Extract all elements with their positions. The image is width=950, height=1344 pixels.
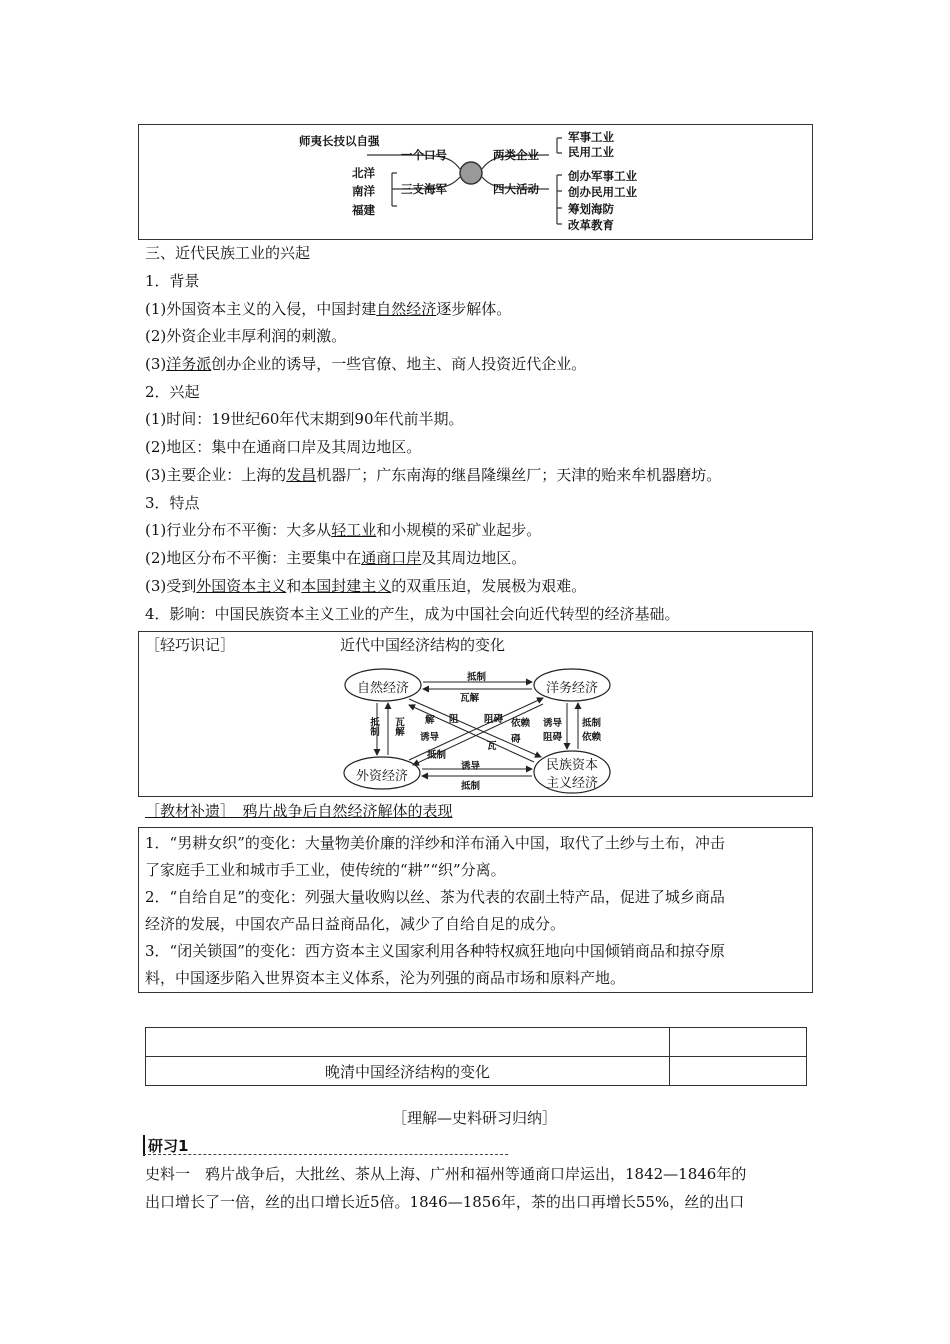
supplement-box	[138, 827, 813, 993]
diagram-title: 近代中国经济结构的变化	[340, 636, 506, 654]
label-left-2: 瓦解	[393, 717, 404, 736]
supp-3-line-2: 料，中国逐步陷入世界资本主义体系，沦为列强的商品市场和原料产地。	[145, 969, 626, 987]
feat1-pre: (1)行业分布不平衡：大多从	[145, 521, 332, 539]
supp-1-line-1: 1．“男耕女织”的变化：大量物美价廉的洋纱和洋布涌入中国，取代了土纱与土布，冲击	[145, 834, 725, 852]
rise3-post: 机器厂；广东南海的继昌隆缫丝厂；天津的贻来牟机器磨坊。	[316, 466, 722, 484]
table-cell-title: 晚清中国经济结构的变化	[146, 1057, 670, 1086]
feat1-post: 和小规模的采矿业起步。	[376, 521, 542, 539]
supp-3-line-1: 3．“闭关锁国”的变化：西方资本主义国家利用各种特权疯狂地向中国倾销商品和掠夺原	[145, 942, 725, 960]
supplement-heading: ［教材补遗］ 鸦片战争后自然经济解体的表现	[145, 802, 453, 820]
label-right-1: 诱导	[543, 718, 563, 729]
table-cell-empty	[670, 1028, 807, 1057]
label-diag-b: 阻	[449, 714, 459, 725]
node-national-economy-line2: 主义经济	[546, 776, 599, 791]
label-diag-d: 依赖	[511, 718, 531, 729]
feat3-key-1: 外国资本主义	[196, 577, 287, 595]
label-diag-a: 瓦解	[460, 693, 480, 704]
table-cell-empty	[670, 1057, 807, 1086]
background-item-1	[145, 299, 511, 319]
rise3-pre: (3)主要企业：上海的	[145, 466, 287, 484]
study-source-line-2: 出口增长了一倍，丝的出口增长近5倍。1846—1856年，茶的出口再增长55%，丝的出口	[145, 1193, 745, 1211]
feature-heading: 3．特点	[145, 494, 200, 512]
rise-heading: 2．兴起	[145, 383, 200, 401]
bg1-post: 逐步解体。	[436, 300, 512, 318]
study-tag	[143, 1135, 188, 1156]
feature-item-3	[145, 576, 586, 596]
impact-item: 4．影响：中国民族资本主义工业的产生，成为中国社会向近代转型的经济基础。	[145, 605, 680, 623]
label-top: 抵制	[467, 672, 487, 683]
rise3-key: 发昌	[286, 466, 317, 484]
section-title: 三、近代民族工业的兴起	[145, 244, 311, 262]
label-right-4: 依赖	[582, 732, 602, 743]
label-bottom-1: 诱导	[461, 761, 481, 772]
feat3-mid: 和	[286, 577, 302, 595]
feat3-key-2: 本国封建主义	[301, 577, 392, 595]
study-source-line-1: 史料一 鸦片战争后，大批丝、茶从上海、广州和福州等通商口岸运出，1842—1846年的	[145, 1165, 747, 1183]
diagram-tag: ［轻巧识记］	[145, 636, 236, 654]
label-diag-g: 瓦	[487, 741, 497, 752]
table-row	[146, 1057, 807, 1086]
table-cell-empty	[146, 1028, 670, 1057]
rise-item-3	[145, 465, 721, 485]
node-yangwu-economy: 洋务经济	[546, 681, 599, 696]
mindmap-activity-2: 创办民用工业	[568, 185, 637, 199]
feat3-pre: (3)受到	[145, 577, 197, 595]
study-heading: ［理解—史料研习归纳］	[392, 1109, 558, 1127]
mindmap-activity-1: 创办军事工业	[568, 169, 637, 183]
mindmap-navy-nanyang: 南洋	[352, 184, 375, 198]
background-item-2: (2)外资企业丰厚利润的刺激。	[145, 327, 347, 345]
yangwu-mindmap	[138, 124, 813, 240]
rise-item-2: (2)地区：集中在通商口岸及其周边地区。	[145, 438, 422, 456]
feat2-key: 通商口岸	[361, 549, 422, 567]
rise-item-1: (1)时间：19世纪60年代末期到90年代前半期。	[145, 410, 464, 428]
label-diag-e: 解	[425, 715, 435, 726]
diagram-graph	[139, 632, 814, 798]
background-heading: 1．背景	[145, 272, 200, 290]
mindmap-activity-3: 筹划海防	[568, 202, 614, 216]
feature-item-2	[145, 548, 526, 568]
supp-1-line-2: 了家庭手工业和城市手工业，使传统的“耕”“织”分离。	[145, 861, 506, 879]
label-diag-h: 碍	[511, 734, 521, 745]
mindmap-enterprise-civil: 民用工业	[568, 145, 614, 159]
feature-item-1	[145, 520, 541, 540]
supp-2-line-2: 经济的发展，中国农产品日益商品化，减少了自给自足的成分。	[145, 915, 566, 933]
table-row	[146, 1028, 807, 1057]
bg3-post: 创办企业的诱导，一些官僚、地主、商人投资近代企业。	[211, 355, 587, 373]
mindmap-navy-beiyang: 北洋	[352, 166, 375, 180]
mindmap-slogan: 一个口号	[401, 148, 447, 162]
label-left-1: 抵制	[368, 717, 379, 736]
mindmap-navy-fujian: 福建	[352, 203, 375, 217]
supp-2-line-1: 2．“自给自足”的变化：列强大量收购以丝、茶为代表的农副土特产品，促进了城乡商品	[145, 888, 725, 906]
feat3-post: 的双重压迫，发展极为艰难。	[391, 577, 587, 595]
mindmap-enterprise-military: 军事工业	[568, 130, 614, 144]
label-right-2: 阻碍	[543, 732, 563, 743]
study-dashed-rule	[143, 1154, 508, 1155]
feat2-pre: (2)地区分布不平衡：主要集中在	[145, 549, 362, 567]
economy-structure-diagram	[138, 631, 813, 797]
mindmap-navy-label: 三支海军	[401, 182, 447, 196]
node-foreign-economy: 外资经济	[356, 769, 409, 784]
bg1-key: 自然经济	[376, 300, 437, 318]
mindmap-slogan-goal: 师夷长技以自强	[299, 134, 380, 148]
node-natural-economy: 自然经济	[357, 681, 410, 696]
label-right-3: 抵制	[582, 718, 602, 729]
feat1-key: 轻工业	[331, 521, 377, 539]
mindmap-two-enterprises: 两类企业	[493, 148, 539, 162]
label-diag-f: 诱导	[420, 732, 440, 743]
bg3-pre: (3)	[145, 355, 167, 373]
summary-table	[145, 1027, 807, 1086]
label-bottom-2: 抵制	[461, 781, 481, 792]
label-diag-i: 抵制	[427, 750, 447, 761]
study-tag-label: 研习1	[148, 1137, 189, 1155]
feat2-post: 及其周边地区。	[421, 549, 527, 567]
mindmap-lines	[139, 125, 814, 241]
bg3-key: 洋务派	[166, 355, 212, 373]
label-diag-c: 阻碍	[484, 714, 504, 725]
mindmap-activity-4: 改革教育	[568, 218, 614, 232]
background-item-3	[145, 354, 586, 374]
bg1-pre: (1)外国资本主义的入侵，中国封建	[145, 300, 377, 318]
mindmap-four-activities: 四大活动	[493, 182, 539, 196]
node-national-economy-line1: 民族资本	[546, 758, 599, 773]
